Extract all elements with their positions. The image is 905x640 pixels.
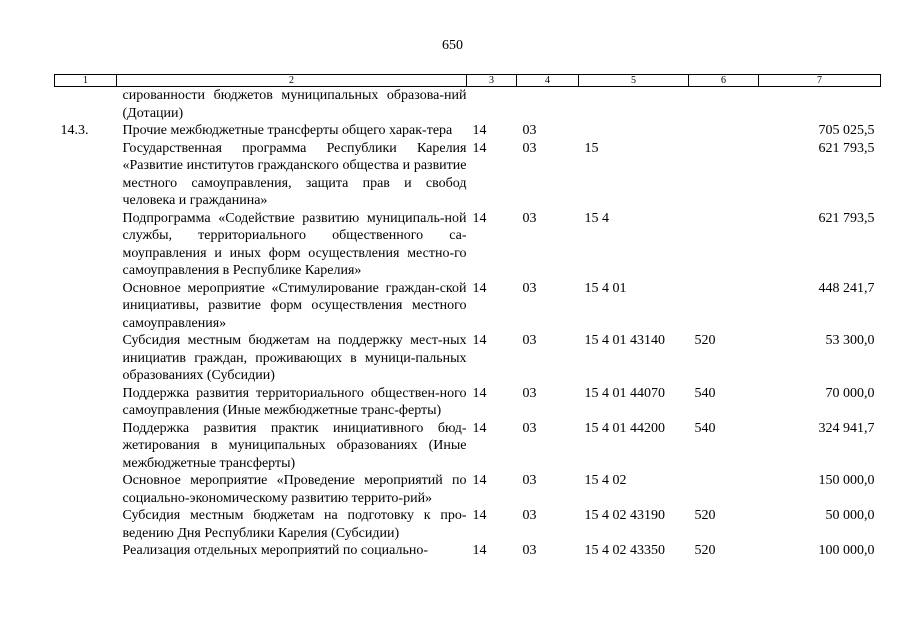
section-code-cell: 14: [472, 420, 487, 436]
table-row: [55, 87, 881, 123]
column-header: 4: [517, 75, 579, 87]
item-name-cell: Субсидия местным бюджетам на поддержку мест-ных инициатив граждан, проживающих в муници-пальных образованиях (Субсидии): [122, 333, 467, 383]
column-header: 1: [55, 75, 117, 87]
column-header: 6: [689, 75, 759, 87]
expense-type-code-cell: [689, 122, 759, 140]
row-number-cell: [55, 280, 117, 333]
item-name-cell: Государственная программа Республики Карелия «Развитие институтов гражданского общества и развитие местного самоуправления, защита прав и свобод человека и гражданина»: [122, 140, 467, 208]
target-article-code-cell: 15 4 02: [584, 473, 627, 488]
section-code-cell: 14: [472, 333, 487, 348]
item-name-cell: Поддержка развития практик инициативного бюд-жетирования в муниципальных образованиях (Иные межбюджетные трансферты): [122, 420, 467, 471]
amount-cell: 100 000,0: [818, 543, 875, 558]
column-header: 7: [759, 75, 881, 87]
item-name-cell: Основное мероприятие «Проведение мероприятий по социально-экономическому развитию террито-рий»: [122, 473, 467, 506]
expense-type-code-cell: 520: [694, 543, 716, 558]
table-row: [55, 542, 881, 560]
expense-type-code-cell: 540: [694, 385, 716, 401]
section-code-cell: 14: [472, 280, 487, 296]
expense-type-code-cell: 520: [694, 508, 716, 523]
subsection-code-cell: 03: [522, 420, 537, 436]
subsection-code-cell: [517, 87, 579, 123]
table-row: [55, 210, 881, 280]
section-code-cell: 14: [472, 385, 487, 401]
amount-cell: 621 793,5: [818, 210, 875, 226]
section-code-cell: 14: [472, 140, 487, 156]
expense-type-code-cell: [689, 210, 759, 280]
row-number-cell: [55, 420, 117, 473]
page-number: 650: [442, 38, 463, 53]
expense-type-code-cell: [689, 87, 759, 123]
target-article-code-cell: 15: [584, 140, 599, 156]
subsection-code-cell: 03: [522, 508, 537, 523]
column-header: 2: [117, 75, 467, 87]
section-code-cell: 14: [472, 508, 487, 523]
target-article-code-cell: 15 4 01 44070: [584, 385, 665, 401]
amount-cell: 150 000,0: [818, 473, 875, 488]
amount-cell: 50 000,0: [825, 508, 875, 523]
item-name-cell: Субсидия местным бюджетам на подготовку к про-ведению Дня Республики Карелия (Субсидии): [122, 508, 467, 541]
amount-cell: 324 941,7: [818, 420, 875, 436]
budget-table: [54, 74, 881, 560]
target-article-code-cell: 15 4 01: [584, 280, 627, 296]
row-number-cell: [55, 210, 117, 280]
row-number-cell: [55, 140, 117, 210]
section-code-cell: 14: [472, 543, 487, 558]
target-article-code-cell: 15 4 02 43350: [584, 543, 665, 558]
row-number-cell: 14.3.: [60, 123, 89, 138]
expense-type-code-cell: [689, 280, 759, 333]
table-row: [55, 332, 881, 385]
item-name-cell: Прочие межбюджетные трансферты общего харак-тера: [122, 123, 453, 138]
amount-cell: 705 025,5: [818, 123, 875, 138]
item-name-cell: Подпрограмма «Содействие развитию муниципаль-ной службы, территориального общественного са-моуправления и иных форм осуществления местно-го самоуправления в Республике Карелия»: [122, 210, 467, 278]
target-article-code-cell: 15 4: [584, 210, 609, 226]
target-article-code-cell: 15 4 01 44200: [584, 420, 665, 436]
amount-cell: 53 300,0: [825, 333, 875, 348]
row-number-cell: [55, 385, 117, 420]
item-name-cell: сированности бюджетов муниципальных образова-ний (Дотации): [122, 88, 467, 121]
expense-type-code-cell: [689, 472, 759, 507]
amount-cell: [759, 87, 881, 123]
target-article-code-cell: 15 4 02 43190: [584, 508, 665, 523]
table-row: [55, 122, 881, 140]
subsection-code-cell: 03: [522, 333, 537, 348]
expense-type-code-cell: [689, 140, 759, 210]
table-row: [55, 420, 881, 473]
subsection-code-cell: 03: [522, 543, 537, 558]
table-row: [55, 507, 881, 542]
row-number-cell: [55, 507, 117, 542]
amount-cell: 70 000,0: [825, 385, 875, 401]
row-number-cell: [55, 332, 117, 385]
table-row: [55, 140, 881, 210]
section-code-cell: 14: [472, 123, 487, 138]
amount-cell: 448 241,7: [818, 280, 875, 296]
section-code-cell: 14: [472, 210, 487, 226]
amount-cell: 621 793,5: [818, 140, 875, 156]
target-article-code-cell: [579, 122, 689, 140]
subsection-code-cell: 03: [522, 210, 537, 226]
row-number-cell: [55, 542, 117, 560]
table-row: [55, 472, 881, 507]
row-number-cell: [55, 87, 117, 123]
row-number-cell: [55, 472, 117, 507]
item-name-cell: Реализация отдельных мероприятий по социально-: [122, 543, 428, 558]
section-code-cell: [467, 87, 517, 123]
expense-type-code-cell: 520: [694, 333, 716, 348]
column-header: 5: [579, 75, 689, 87]
item-name-cell: Поддержка развития территориального обществен-ного самоуправления (Иные межбюджетные транс-ферты): [122, 385, 467, 418]
subsection-code-cell: 03: [522, 140, 537, 156]
subsection-code-cell: 03: [522, 280, 537, 296]
target-article-code-cell: 15 4 01 43140: [584, 333, 665, 348]
subsection-code-cell: 03: [522, 123, 537, 138]
column-number-header-row: [55, 75, 881, 87]
table-row: [55, 280, 881, 333]
target-article-code-cell: [579, 87, 689, 123]
table-row: [55, 385, 881, 420]
section-code-cell: 14: [472, 473, 487, 488]
item-name-cell: Основное мероприятие «Стимулирование граждан-ской инициативы, развитие форм осуществления местного самоуправления»: [122, 280, 467, 331]
subsection-code-cell: 03: [522, 473, 537, 488]
column-header: 3: [467, 75, 517, 87]
subsection-code-cell: 03: [522, 385, 537, 401]
expense-type-code-cell: 540: [694, 420, 716, 436]
